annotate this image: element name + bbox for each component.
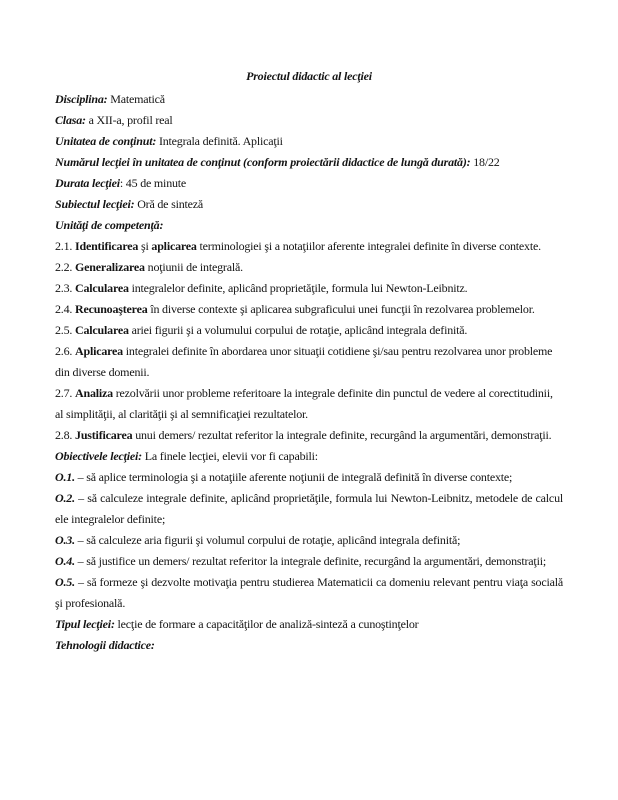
document-title: Proiectul didactic al lecţiei <box>246 69 372 83</box>
text-run: 2.6. <box>55 344 76 358</box>
text-run: Oră de sinteză <box>134 197 204 211</box>
paragraph <box>55 278 563 299</box>
text-run: 2.3. <box>55 281 76 295</box>
text-run: în diverse contexte şi aplicarea subgraficului unei funcţii în rezolvarea problemelor. <box>147 302 535 316</box>
text-run: Integrala definită. Aplicaţii <box>156 134 283 148</box>
paragraph <box>55 467 563 488</box>
text-run: Calcularea <box>75 281 129 295</box>
text-run: noţiunii de integrală. <box>144 260 243 274</box>
text-run: lecţie de formare a capacităţilor de analiză-sinteză a cunoştinţelor <box>114 617 419 631</box>
text-run: Numărul lecţiei în unitatea de conţinut (conform proiectării didactice de lungă durată): <box>55 155 471 169</box>
text-run: 2.1. <box>55 239 76 253</box>
document-body <box>55 89 563 656</box>
text-run: 2.4. <box>55 302 76 316</box>
text-run: O.5. <box>55 575 75 589</box>
text-run: Calcularea <box>75 323 129 337</box>
paragraph <box>55 299 563 320</box>
text-run: Aplicarea <box>75 344 123 358</box>
text-run: rezolvării unor probleme referitoare la integrale definite din punctul de vedere al corectitudinii, al simplităţii, al clarităţii şi al semnificaţiei rezultatelor. <box>55 386 553 421</box>
text-run: Tehnologii didactice: <box>55 638 155 652</box>
text-run: O.3. <box>55 533 75 547</box>
paragraph <box>55 425 563 446</box>
text-run: Analiza <box>75 386 113 400</box>
text-run: Recunoaşterea <box>75 302 148 316</box>
text-run: Tipul lecţiei: <box>55 617 115 631</box>
paragraph <box>55 341 563 383</box>
text-run: Disciplina: <box>55 92 108 106</box>
text-run: 2.2. <box>55 260 76 274</box>
text-run: O.2. <box>55 491 75 505</box>
paragraph <box>55 488 563 530</box>
text-run: Unităţi de competenţă: <box>55 218 164 232</box>
text-run: O.1. <box>55 470 75 484</box>
paragraph <box>55 551 563 572</box>
paragraph <box>55 614 563 635</box>
paragraph <box>55 320 563 341</box>
text-run: O.4. <box>55 554 75 568</box>
text-run: 2.8. <box>55 428 76 442</box>
paragraph <box>55 173 563 194</box>
text-run: integralei definite în abordarea unor situaţii cotidiene şi/sau pentru rezolvarea unor probleme din diverse domenii. <box>55 344 553 379</box>
text-run: Identificarea <box>75 239 139 253</box>
paragraph <box>55 530 563 551</box>
text-run: 18/22 <box>470 155 500 169</box>
paragraph <box>55 152 563 173</box>
text-run: a XII-a, profil real <box>85 113 173 127</box>
text-run: Durata lecţiei <box>55 176 120 190</box>
text-run: integralelor definite, aplicând proprietăţile, formula lui Newton-Leibnitz. <box>128 281 468 295</box>
text-run: Generalizarea <box>75 260 145 274</box>
paragraph <box>55 572 563 614</box>
text-run: Obiectivele lecţiei: <box>55 449 142 463</box>
text-run: – să calculeze aria figurii şi volumul corpului de rotaţie, aplicând integrala definită; <box>74 533 461 547</box>
text-run: – să calculeze integrale definite, aplicând proprietăţile, formula lui Newton-Leibnitz, metodele de calcul ele integralelor definite; <box>55 491 563 526</box>
text-run: : 45 de minute <box>119 176 187 190</box>
text-run: 2.5. <box>55 323 76 337</box>
text-run: Justificarea <box>75 428 133 442</box>
paragraph <box>55 383 563 425</box>
text-run: terminologiei şi a notaţiilor aferente integralei definite în diverse contexte. <box>196 239 541 253</box>
text-run: aplicarea <box>151 239 197 253</box>
text-run: – să aplice terminologia şi a notaţiile aferente noţiunii de integrală definită în diverse contexte; <box>74 470 513 484</box>
text-run: şi <box>138 239 152 253</box>
text-run: Unitatea de conţinut: <box>55 134 157 148</box>
paragraph <box>55 257 563 278</box>
text-run: – să justifice un demers/ rezultat referitor la integrale definite, recurgând la argumentări, demonstraţii; <box>74 554 546 568</box>
text-run: Subiectul lecţiei: <box>55 197 135 211</box>
paragraph <box>55 131 563 152</box>
paragraph <box>55 194 563 215</box>
paragraph <box>55 89 563 110</box>
text-run: 2.7. <box>55 386 76 400</box>
paragraph <box>55 110 563 131</box>
text-run: unui demers/ rezultat referitor la integrale definite, recurgând la argumentări, demonstraţii. <box>132 428 552 442</box>
text-run: La finele lecţiei, elevii vor fi capabili: <box>141 449 318 463</box>
paragraph <box>55 215 563 236</box>
text-run: Clasa: <box>55 113 86 127</box>
text-run: – să formeze şi dezvolte motivaţia pentru studierea Matematicii ca domeniu relevant pentru viaţa socială şi profesională. <box>55 575 563 610</box>
paragraph <box>55 236 563 257</box>
paragraph <box>55 635 563 656</box>
text-run: ariei figurii şi a volumului corpului de rotaţie, aplicând integrala definită. <box>128 323 468 337</box>
paragraph <box>55 446 563 467</box>
text-run: Matematică <box>107 92 165 106</box>
